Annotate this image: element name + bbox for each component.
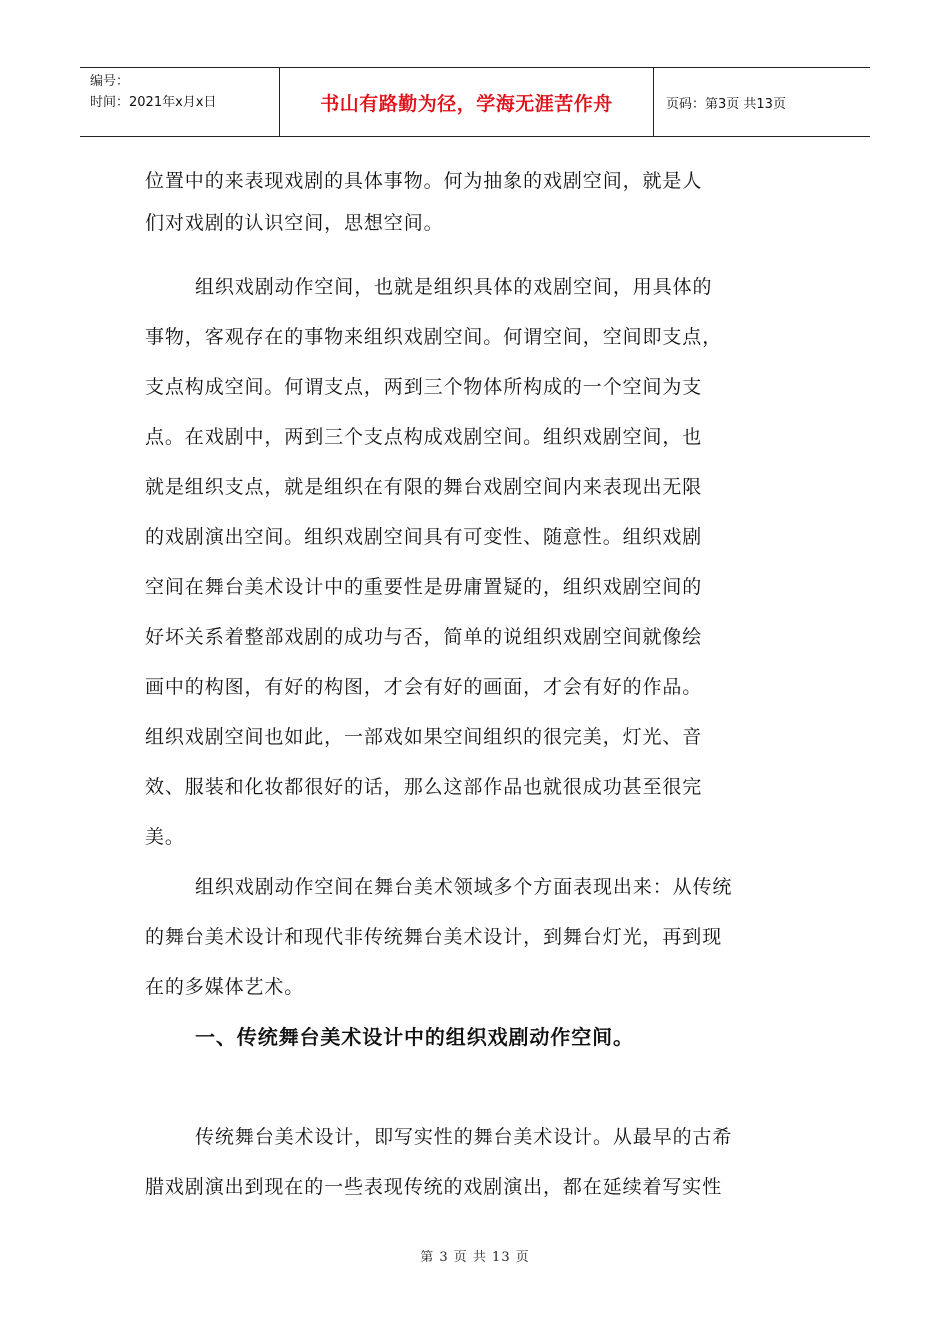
text-line: 支点构成空间。何谓支点，两到三个物体所构成的一个空间为支	[145, 376, 703, 398]
text-line: 组织戏剧动作空间在舞台美术领域多个方面表现出来：从传统	[195, 876, 733, 898]
text-line: 事物，客观存在的事物来组织戏剧空间。何谓空间，空间即支点，	[145, 326, 723, 348]
text-line: 就是组织支点，就是组织在有限的舞台戏剧空间内来表现出无限	[145, 476, 703, 498]
text-line: 美。	[145, 826, 185, 848]
text-line: 传统舞台美术设计，即写实性的舞台美术设计。从最早的古希	[195, 1126, 733, 1148]
text-line: 画中的构图，有好的构图，才会有好的画面，才会有好的作品。	[145, 676, 703, 698]
text-line: 组织戏剧空间也如此，一部戏如果空间组织的很完美，灯光、音	[145, 726, 703, 748]
text-line: 的舞台美术设计和现代非传统舞台美术设计，到舞台灯光，再到现	[145, 926, 723, 948]
header-meta-cell	[80, 68, 280, 136]
page-footer: 第 3 页 共 13 页	[420, 1250, 530, 1265]
time-label: 时间：2021年x月x日	[90, 95, 217, 110]
paragraph-0	[145, 160, 810, 244]
document-header	[80, 67, 870, 137]
text-line: 效、服装和化妆都很好的话，那么这部作品也就很成功甚至很完	[145, 776, 703, 798]
section-heading: 一、传统舞台美术设计中的组织戏剧动作空间。	[195, 1025, 634, 1049]
text-line: 在的多媒体艺术。	[145, 976, 305, 998]
text-line: 腊戏剧演出到现在的一些表现传统的戏剧演出，都在延续着写实性	[145, 1176, 723, 1198]
text-line: 们对戏剧的认识空间，思想空间。	[145, 212, 444, 234]
text-line: 位置中的来表现戏剧的具体事物。何为抽象的戏剧空间，就是人	[145, 170, 703, 192]
number-label: 编号：	[90, 74, 130, 89]
text-line: 点。在戏剧中，两到三个支点构成戏剧空间。组织戏剧空间，也	[145, 426, 703, 448]
header-page-info: 页码：第3页 共13页	[666, 96, 786, 112]
header-motto: 书山有路勤为径，学海无涯苦作舟	[280, 68, 654, 136]
paragraph-3	[145, 1112, 810, 1212]
text-line: 组织戏剧动作空间，也就是组织具体的戏剧空间，用具体的	[195, 276, 713, 298]
text-line: 好坏关系着整部戏剧的成功与否，简单的说组织戏剧空间就像绘	[145, 626, 703, 648]
paragraph-2	[145, 862, 810, 1012]
document-body	[145, 160, 810, 1212]
text-line: 的戏剧演出空间。组织戏剧空间具有可变性、随意性。组织戏剧	[145, 526, 703, 548]
paragraph-1	[145, 262, 810, 862]
text-line: 空间在舞台美术设计中的重要性是毋庸置疑的，组织戏剧空间的	[145, 576, 703, 598]
